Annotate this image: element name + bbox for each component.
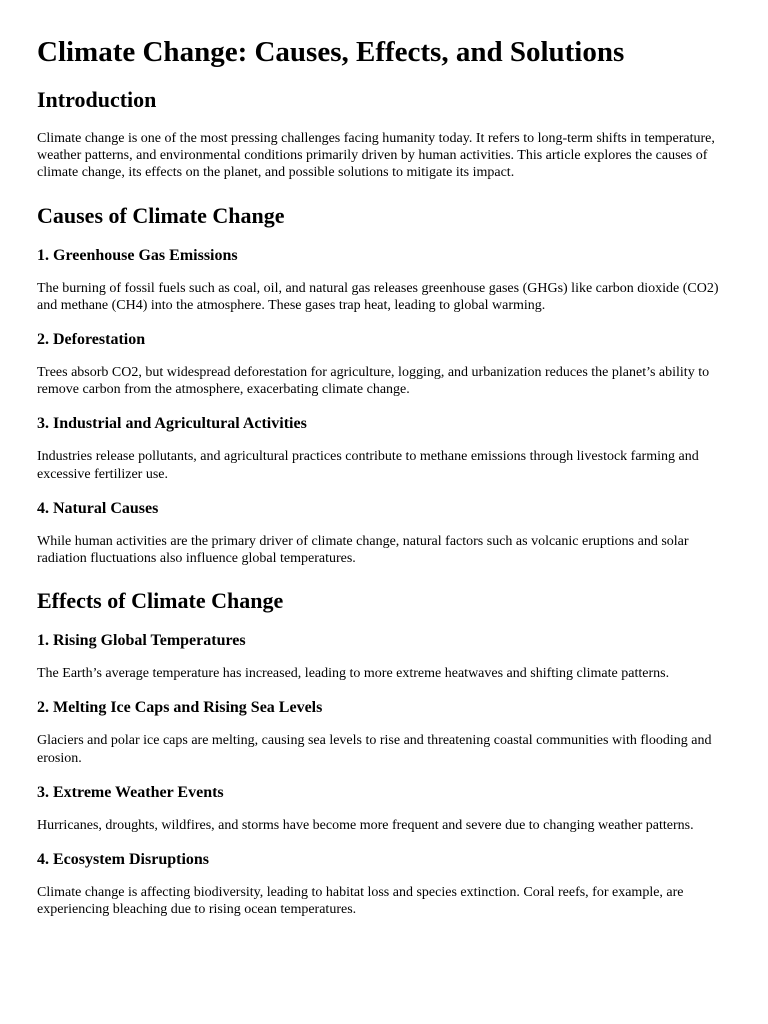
effects-section	[37, 587, 731, 918]
cause-item-text: While human activities are the primary driver of climate change, natural factors such as volcanic eruptions and solar radiation fluctuations also influence global temperatures.	[37, 533, 689, 567]
document-title: Climate Change: Causes, Effects, and Solutions	[37, 36, 625, 68]
cause-item-heading: 3. Industrial and Agricultural Activities	[37, 415, 307, 433]
effect-item-heading: 1. Rising Global Temperatures	[37, 632, 246, 650]
causes-section	[37, 202, 731, 568]
introduction-section	[37, 86, 731, 182]
effect-item-heading: 4. Ecosystem Disruptions	[37, 851, 210, 869]
cause-item-text: Industries release pollutants, and agricultural practices contribute to methane emissions through livestock farming and excessive fertilizer use.	[37, 449, 699, 482]
effect-item-text: Hurricanes, droughts, wildfires, and storms have become more frequent and severe due to changing weather patterns.	[37, 817, 694, 833]
effect-item-text: Climate change is affecting biodiversity, leading to habitat loss and species extinction. Coral reefs, for example, are experiencing bleaching due to rising ocean temperatures.	[37, 885, 684, 918]
cause-item-heading: 4. Natural Causes	[37, 499, 159, 517]
effect-item-heading: 2. Melting Ice Caps and Rising Sea Levels	[37, 699, 323, 717]
effects-heading: Effects of Climate Change	[37, 588, 284, 614]
effect-item-text: Glaciers and polar ice caps are melting, causing sea levels to rise and threatening coastal communities with flooding and erosion.	[37, 733, 712, 766]
effect-item-heading: 3. Extreme Weather Events	[37, 783, 224, 801]
cause-item-text: Trees absorb CO2, but widespread deforestation for agriculture, logging, and urbanization reduces the planet’s ability to remove carbon from the atmosphere, exacerbating climate change.	[37, 365, 710, 398]
causes-heading: Causes of Climate Change	[37, 202, 285, 228]
introduction-heading: Introduction	[37, 87, 157, 112]
cause-item-heading: 2. Deforestation	[37, 331, 146, 349]
cause-item-heading: 1. Greenhouse Gas Emissions	[37, 246, 238, 264]
effect-item-text: The Earth’s average temperature has increased, leading to more extreme heatwaves and shifting climate patterns.	[37, 666, 670, 682]
introduction-paragraph: Climate change is one of the most pressing challenges facing humanity today. It refers to long-term shifts in temperature, weather patterns, and environmental conditions primarily driven by human activities. This article explores the causes of climate change, its effects on the planet, and possible solutions to mitigate its impact.	[37, 131, 715, 181]
cause-item-text: The burning of fossil fuels such as coal, oil, and natural gas releases greenhouse gases (GHGs) like carbon dioxide (CO2) and methane (CH4) into the atmosphere. These gases trap heat, leading to global warming.	[37, 280, 719, 313]
